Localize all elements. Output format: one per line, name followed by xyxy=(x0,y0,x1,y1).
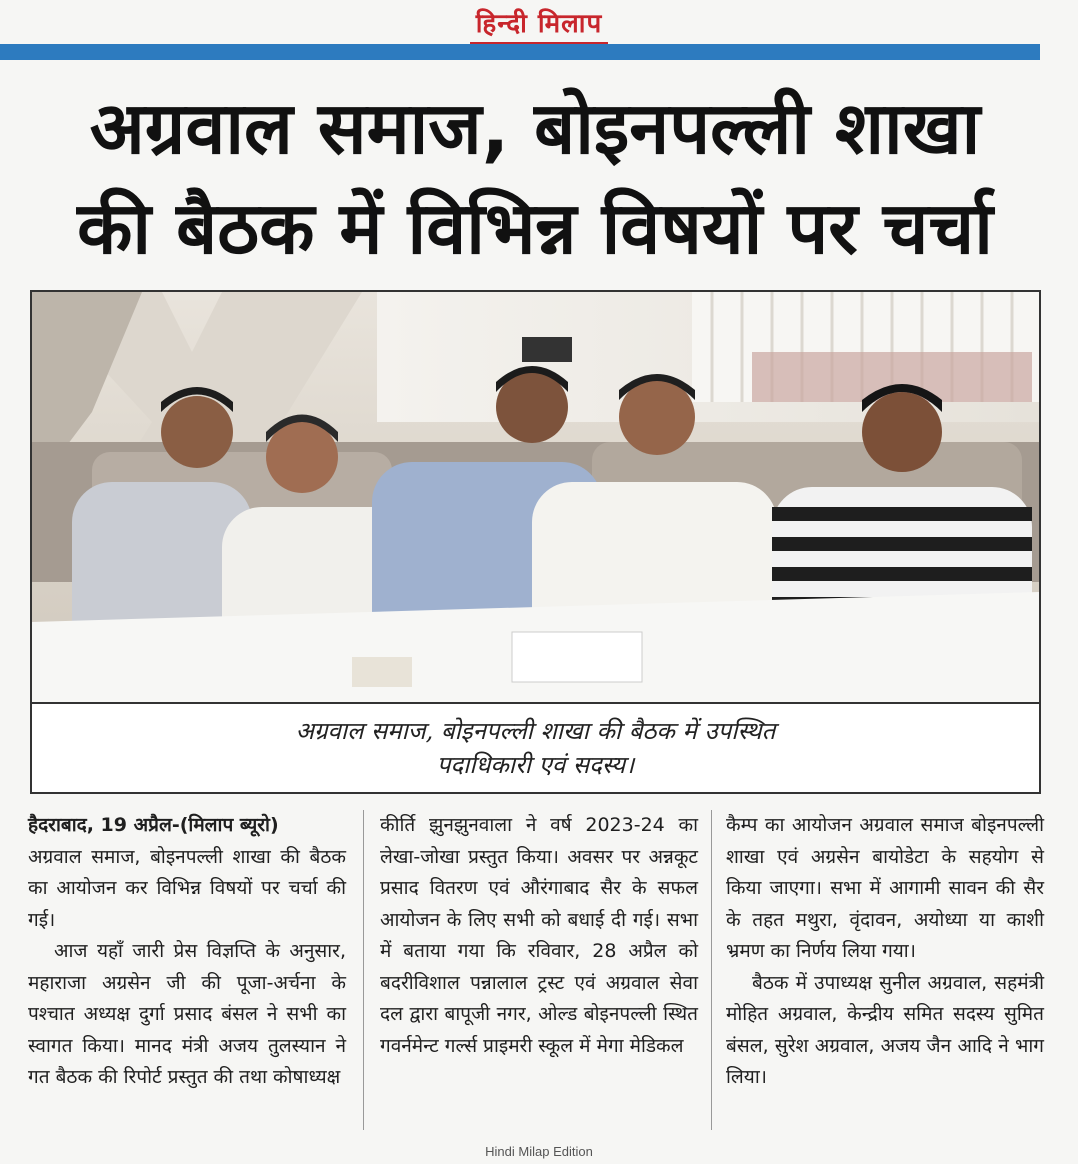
article-paragraph: अग्रवाल समाज, बोइनपल्ली शाखा की बैठक का आयोजन कर विभिन्न विषयों पर चर्चा की गई। xyxy=(28,845,346,931)
article-paragraph: कैम्प का आयोजन अग्रवाल समाज बोइनपल्ली शाखा एवं अग्रसेन बायोडेटा के सहयोग से किया जाएगा। सभा में आगामी सावन की सैर के तहत मथुरा, वृंदावन, अयोध्या या काशी भ्रमण का निर्णय लिया गया। xyxy=(726,814,1044,962)
headline-line-2: की बैठक में विभिन्न विषयों पर चर्चा xyxy=(77,186,993,270)
column-divider xyxy=(363,810,364,1130)
article-column-2 xyxy=(380,810,698,1130)
headline-line-1: अग्रवाल समाज, बोइनपल्ली शाखा xyxy=(89,86,981,170)
article-body xyxy=(28,810,1043,1140)
article-column-1 xyxy=(28,810,346,1130)
photo-caption xyxy=(32,702,1039,792)
article-paragraph: बैठक में उपाध्यक्ष सुनील अग्रवाल, सहमंत्री मोहित अग्रवाल, केन्द्रीय समित सदस्य सुमित बंसल, सुरेश अग्रवाल, अजय जैन आदि ने भाग लिया। xyxy=(726,971,1044,1088)
photo-box xyxy=(30,290,1041,794)
group-photo-illustration xyxy=(32,292,1039,702)
edition-footer: Hindi Milap Edition xyxy=(485,1144,593,1159)
caption-line-1: अग्रवाल समाज, बोइनपल्ली शाखा की बैठक में उपस्थित xyxy=(295,717,776,745)
masthead xyxy=(0,0,1078,40)
column-divider xyxy=(711,810,712,1130)
headline xyxy=(20,78,1050,278)
article-paragraph: आज यहाँ जारी प्रेस विज्ञप्ति के अनुसार, महाराजा अग्रसेन जी की पूजा-अर्चना के पश्चात अध्यक्ष दुर्गा प्रसाद बंसल ने सभी का स्वागत किया। मानद मंत्री अजय तुलस्यान ने गत बैठक की रिपोर्ट प्रस्तुत की तथा कोषाध्यक्ष xyxy=(28,940,346,1088)
article-paragraph: कीर्ति झुनझुनवाला ने वर्ष 2023-24 का लेखा-जोखा प्रस्तुत किया। अवसर पर अन्नकूट प्रसाद वितरण एवं औरंगाबाद सैर के सफल आयोजन के लिए सभी को बधाई दी गई। सभा में बताया गया कि रविवार, 28 अप्रैल को बदरीविशाल पन्नालाल ट्रस्ट एवं अग्रवाल सेवा दल द्वारा बापूजी नगर, ओल्ड बोइनपल्ली स्थित गवर्नमेन्ट गर्ल्स प्राइमरी स्कूल में मेगा मेडिकल xyxy=(380,814,698,1057)
article-column-3 xyxy=(726,810,1044,1130)
header-rule xyxy=(0,44,1040,60)
dateline: हैदराबाद, 19 अप्रैल-(मिलाप ब्यूरो) xyxy=(28,814,279,836)
group-photo xyxy=(32,292,1039,702)
newspaper-logo: हिन्दी मिलाप xyxy=(470,4,609,44)
caption-line-2: पदाधिकारी एवं सदस्य। xyxy=(436,751,635,779)
